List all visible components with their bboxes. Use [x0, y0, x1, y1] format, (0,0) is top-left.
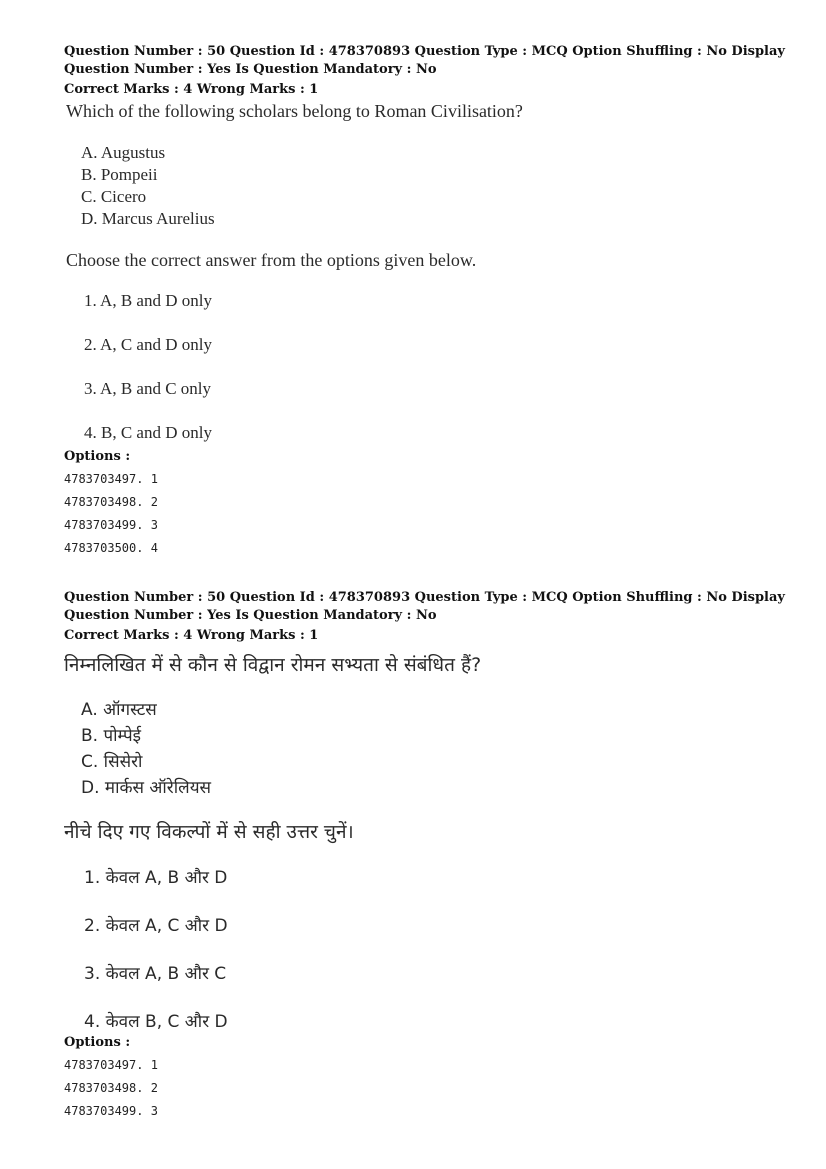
answer-choice: 2. केवल A, C और D [84, 916, 228, 936]
question-text: Which of the following scholars belong to Roman Civilisation? [66, 101, 523, 121]
list-item: C. सिसेरो [81, 752, 143, 772]
option-id: 4783703498. 2 [64, 1081, 158, 1095]
option-id: 4783703497. 1 [64, 1058, 158, 1072]
answer-choice: 1. A, B and D only [84, 291, 212, 310]
answer-choice: 4. केवल B, C और D [84, 1012, 228, 1032]
option-id: 4783703499. 3 [64, 1104, 158, 1118]
answer-choice: 4. B, C and D only [84, 423, 212, 442]
options-label: Options : [64, 1035, 131, 1050]
list-item: B. पोम्पेई [81, 726, 141, 746]
question-meta-line-2: Question Number : Yes Is Question Mandatory : No [64, 608, 437, 623]
answer-choice: 1. केवल A, B और D [84, 868, 228, 888]
answer-choice: 3. A, B and C only [84, 379, 212, 398]
list-item: B. Pompeii [81, 165, 158, 184]
option-id: 4783703497. 1 [64, 472, 158, 486]
question-meta-line-1: Question Number : 50 Question Id : 478370893 Question Type : MCQ Option Shuffling : No Display [64, 590, 785, 605]
instruction-text: नीचे दिए गए विकल्पों में से सही उत्तर चुनें। [64, 821, 354, 843]
question-marks-line: Correct Marks : 4 Wrong Marks : 1 [64, 82, 319, 97]
question-meta-line-2: Question Number : Yes Is Question Mandatory : No [64, 62, 437, 77]
list-item: D. मार्कस ऑरेलियस [81, 778, 212, 798]
list-item: C. Cicero [81, 187, 147, 206]
options-label: Options : [64, 449, 131, 464]
option-id: 4783703500. 4 [64, 541, 158, 555]
question-marks-line: Correct Marks : 4 Wrong Marks : 1 [64, 628, 319, 643]
instruction-text: Choose the correct answer from the options given below. [66, 250, 477, 270]
list-item: A. ऑगस्टस [81, 700, 157, 720]
question-text: निम्नलिखित में से कौन से विद्वान रोमन सभ्यता से संबंधित हैं? [64, 654, 482, 676]
option-id: 4783703498. 2 [64, 495, 158, 509]
question-meta-line-1: Question Number : 50 Question Id : 478370893 Question Type : MCQ Option Shuffling : No Display [64, 44, 785, 59]
answer-choice: 3. केवल A, B और C [84, 964, 227, 984]
answer-choice: 2. A, C and D only [84, 335, 212, 354]
option-id: 4783703499. 3 [64, 518, 158, 532]
list-item: A. Augustus [81, 143, 166, 162]
list-item: D. Marcus Aurelius [81, 209, 215, 228]
